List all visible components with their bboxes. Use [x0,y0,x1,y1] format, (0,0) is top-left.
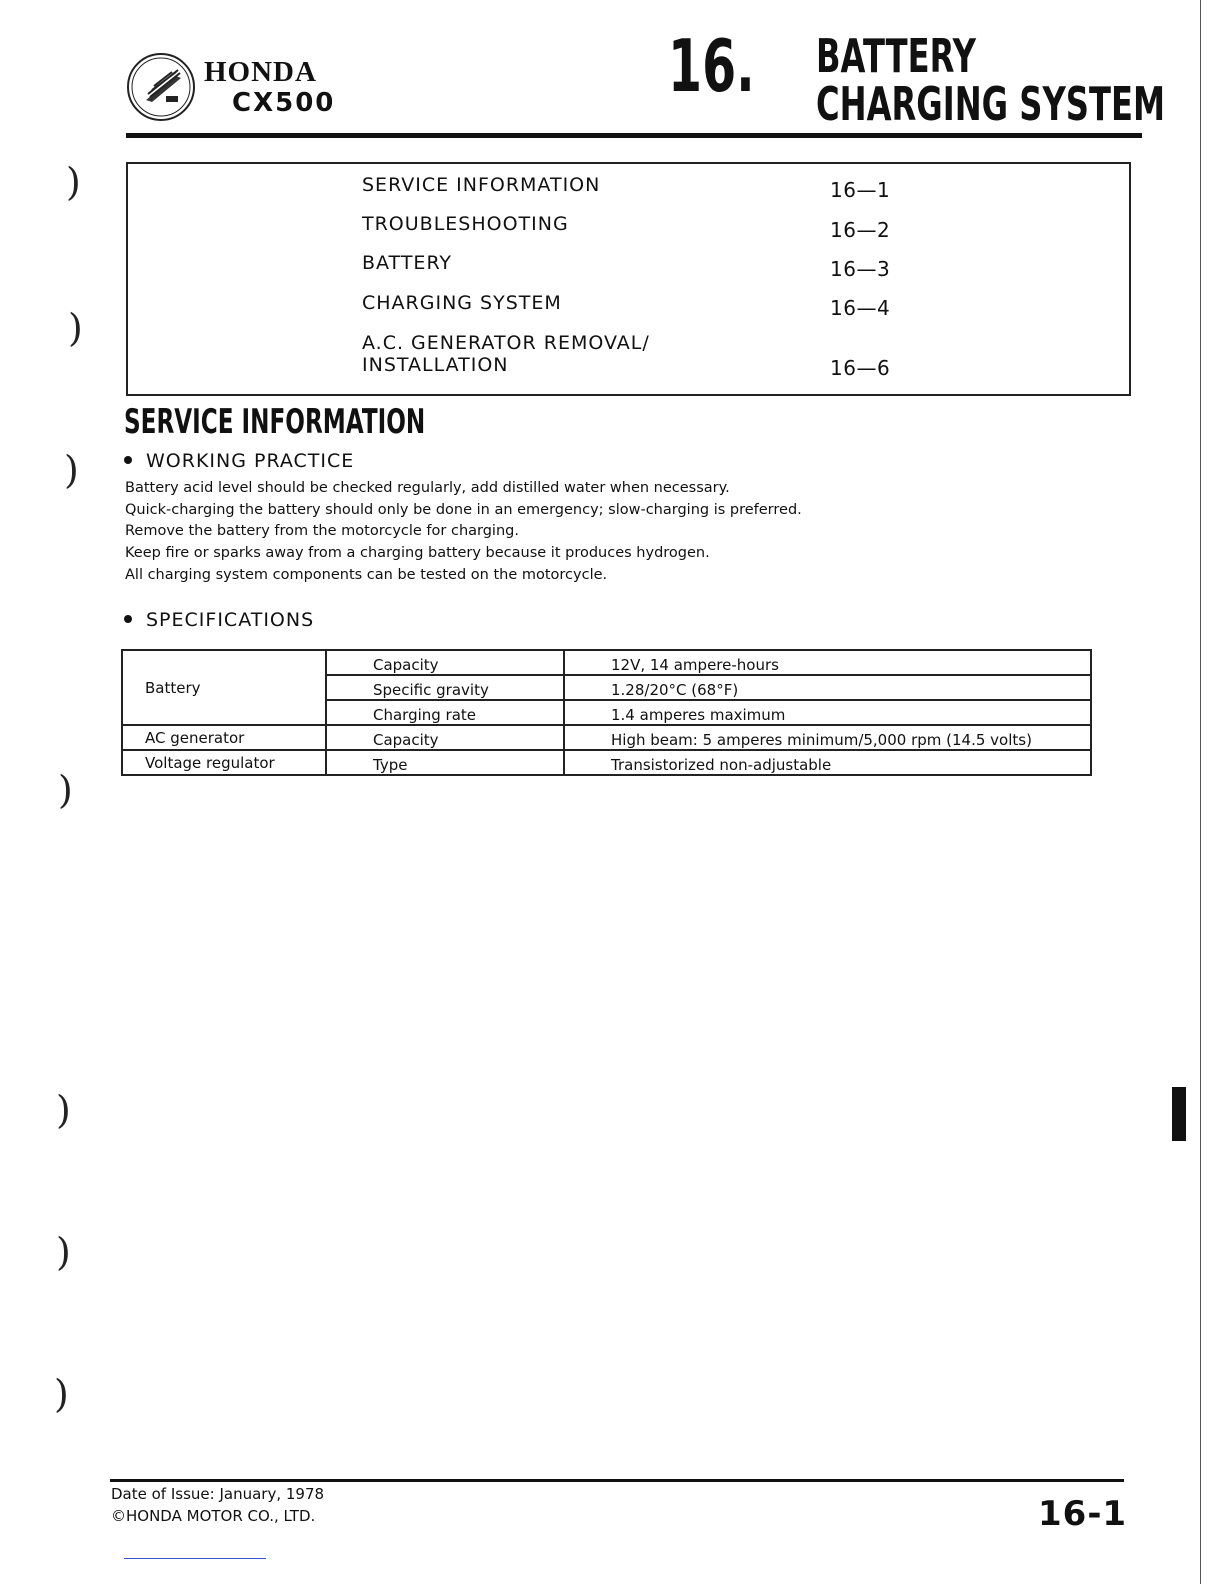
spec-item: Capacity [326,725,564,750]
binder-hole-mark: ) [64,448,79,492]
toc-item-service-information: SERVICE INFORMATION [362,174,601,196]
section-heading: SERVICE INFORMATION [124,402,426,442]
chapter-number: 16. [668,24,755,108]
toc-item-ac-generator-line2: INSTALLATION [362,354,509,376]
binder-hole-mark: ) [58,768,73,812]
binder-hole-mark: ) [56,1230,71,1274]
specifications-title: SPECIFICATIONS [146,609,315,631]
spec-value: 1.28/20°C (68°F) [564,675,1091,700]
toc-page-ac-generator: 16—6 [830,356,891,380]
link-underline [124,1558,266,1559]
toc-item-charging-system: CHARGING SYSTEM [362,292,562,314]
brand-name: HONDA [204,56,317,88]
date-of-issue: Date of Issue: January, 1978 [111,1485,325,1503]
scan-edge-line [1200,0,1201,1584]
spec-item: Type [326,750,564,775]
toc-item-ac-generator [362,332,650,376]
binder-hole-mark: ) [56,1088,71,1132]
binder-hole-mark: ) [68,306,83,350]
table-row [122,750,1091,775]
spec-item: Specific gravity [326,675,564,700]
working-practice-title: WORKING PRACTICE [146,450,355,472]
bullet-icon [124,615,132,623]
binder-hole-mark: ) [54,1372,69,1416]
toc-page-charging-system: 16—4 [830,296,891,320]
bullet-icon [124,456,132,464]
practice-line: Quick-charging the battery should only be done in an emergency; slow-charging is preferred. [125,502,802,518]
table-row [122,650,1091,675]
working-practice-heading [124,450,354,472]
toc-page-service-information: 16—1 [830,178,891,202]
spec-value: 1.4 amperes maximum [564,700,1091,725]
footer-rule [110,1479,1124,1482]
toc-page-troubleshooting: 16—2 [830,218,891,242]
page-number: 16-1 [1038,1494,1128,1534]
specifications-heading [124,609,314,631]
toc-item-troubleshooting: TROUBLESHOOTING [362,213,569,235]
chapter-title [816,29,1166,131]
practice-line: Keep fire or sparks away from a charging battery because it produces hydrogen. [125,545,710,561]
spec-value: Transistorized non-adjustable [564,750,1091,775]
specifications-table [121,649,1092,776]
practice-line: Remove the battery from the motorcycle for charging. [125,523,519,539]
copyright: ©HONDA MOTOR CO., LTD. [111,1507,316,1525]
spec-item: Capacity [326,650,564,675]
chapter-title-line2: CHARGING SYSTEM [816,77,1166,131]
chapter-title-line1: BATTERY [816,29,976,83]
spec-component: AC generator [122,725,326,750]
model-name: CX500 [232,88,336,118]
spec-value: High beam: 5 amperes minimum/5,000 rpm (14.5 volts) [564,725,1091,750]
toc-item-battery: BATTERY [362,252,453,274]
binder-hole-mark: ) [66,160,81,204]
toc-item-ac-generator-line1: A.C. GENERATOR REMOVAL/ [362,332,650,354]
toc-page-battery: 16—3 [830,257,891,281]
spec-value: 12V, 14 ampere-hours [564,650,1091,675]
header-rule [126,133,1142,138]
spec-component: Battery [122,650,326,725]
spec-component: Voltage regulator [122,750,326,775]
spec-item: Charging rate [326,700,564,725]
honda-wing-logo-icon [126,52,196,122]
chapter-edge-tab [1172,1087,1186,1141]
table-row [122,725,1091,750]
practice-line: Battery acid level should be checked regularly, add distilled water when necessary. [125,480,730,496]
practice-line: All charging system components can be tested on the motorcycle. [125,567,608,583]
